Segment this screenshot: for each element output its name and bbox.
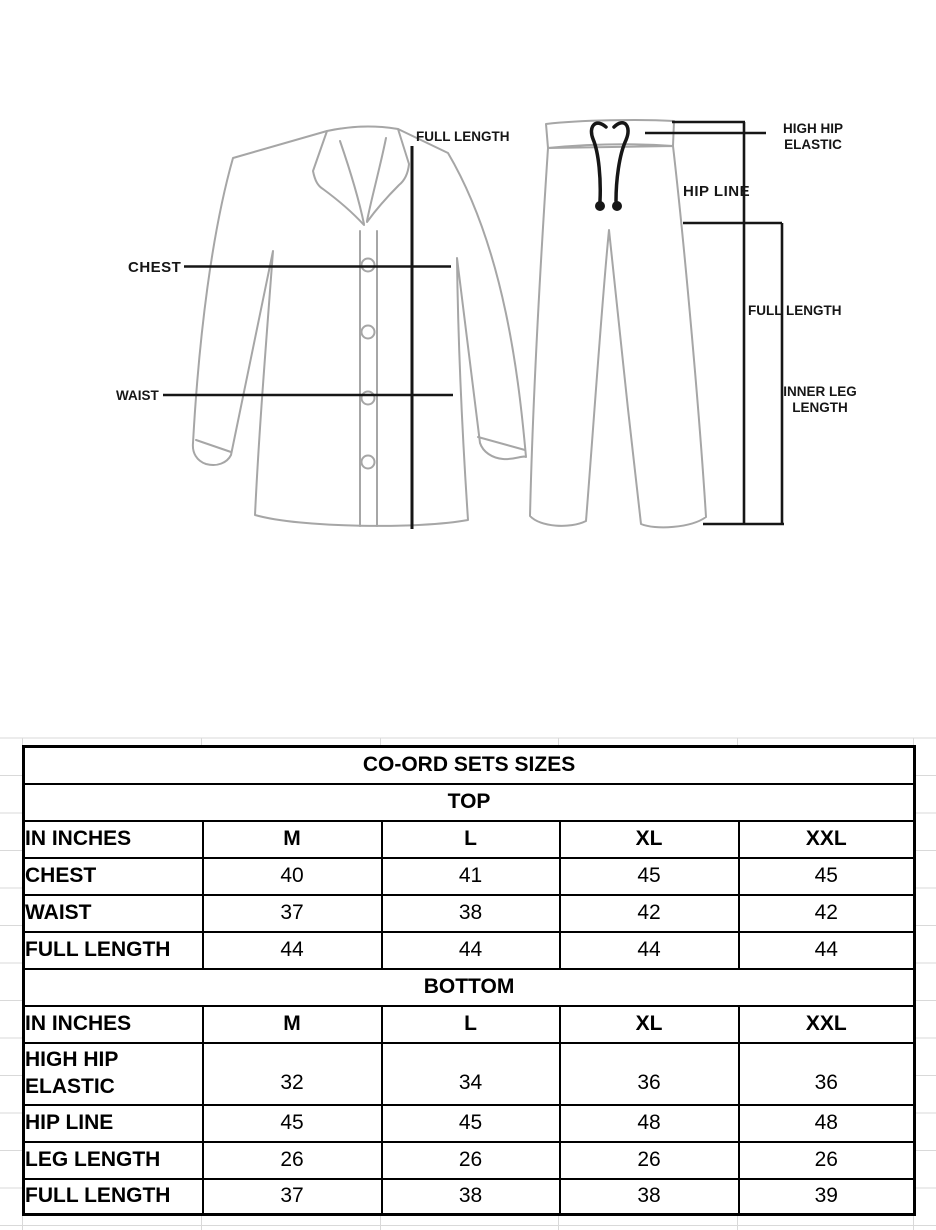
- cell-chest-xxl: 45: [739, 858, 915, 895]
- cell-hip-line-l: 45: [382, 1105, 560, 1142]
- cell-chest-l: 41: [382, 858, 560, 895]
- row-label-waist: WAIST: [24, 895, 203, 932]
- col-header-xl-2: XL: [560, 1006, 739, 1043]
- button-icon: [362, 259, 375, 272]
- cell-leg-length-xxl: 26: [739, 1142, 915, 1179]
- cell-bottom-full-length-xxl: 39: [739, 1179, 915, 1215]
- table-title: CO-ORD SETS SIZES: [24, 747, 915, 784]
- cell-top-full-length-m: 44: [203, 932, 382, 969]
- cell-high-hip-m: 32: [203, 1043, 382, 1105]
- table-row-hip-line: [24, 1105, 915, 1142]
- cell-high-hip-xxl: 36: [739, 1043, 915, 1105]
- cell-waist-l: 38: [382, 895, 560, 932]
- row-label-hip-line: HIP LINE: [24, 1105, 203, 1142]
- col-header-m-2: M: [203, 1006, 382, 1043]
- shirt-illustration: [193, 127, 526, 526]
- row-label-bottom-full-length: FULL LENGTH: [24, 1179, 203, 1215]
- col-header-l: L: [382, 821, 560, 858]
- row-label-top-full-length: FULL LENGTH: [24, 932, 203, 969]
- column-header-row: [24, 821, 915, 858]
- col-header-m: M: [203, 821, 382, 858]
- col-header-in-inches: IN INCHES: [24, 821, 203, 858]
- cell-waist-xl: 42: [560, 895, 739, 932]
- table-row-chest: [24, 858, 915, 895]
- col-header-in-inches-2: IN INCHES: [24, 1006, 203, 1043]
- button-icon: [362, 456, 375, 469]
- button-icon: [362, 392, 375, 405]
- column-header-row-bottom: [24, 1006, 915, 1043]
- pants-full-length-label: FULL LENGTH: [748, 303, 842, 318]
- cell-high-hip-l: 34: [382, 1043, 560, 1105]
- table-row-leg-length: [24, 1142, 915, 1179]
- cell-top-full-length-l: 44: [382, 932, 560, 969]
- cell-high-hip-xl: 36: [560, 1043, 739, 1105]
- shirt-full-length-label: FULL LENGTH: [416, 129, 510, 144]
- cell-leg-length-m: 26: [203, 1142, 382, 1179]
- cell-bottom-full-length-m: 37: [203, 1179, 382, 1215]
- cell-waist-xxl: 42: [739, 895, 915, 932]
- table-row-waist: [24, 895, 915, 932]
- table-row-high-hip-elastic: [24, 1043, 915, 1105]
- inner-leg-length-label-line2: LENGTH: [792, 400, 848, 415]
- inner-leg-length-label-line1: INNER LEG: [783, 384, 857, 399]
- cell-leg-length-xl: 26: [560, 1142, 739, 1179]
- cell-bottom-full-length-l: 38: [382, 1179, 560, 1215]
- col-header-l-2: L: [382, 1006, 560, 1043]
- cell-chest-xl: 45: [560, 858, 739, 895]
- button-icon: [362, 326, 375, 339]
- high-hip-elastic-label-line1: HIGH HIP: [782, 121, 844, 136]
- size-table: [22, 745, 916, 1216]
- table-row-top-full-length: [24, 932, 915, 969]
- col-header-xxl-2: XXL: [739, 1006, 915, 1043]
- table-title-row: [24, 747, 915, 784]
- row-label-chest: CHEST: [24, 858, 203, 895]
- row-label-high-hip-elastic: HIGH HIP ELASTIC: [24, 1043, 203, 1105]
- col-header-xxl: XXL: [739, 821, 915, 858]
- cell-top-full-length-xl: 44: [560, 932, 739, 969]
- drawstring-right-tip: [612, 201, 622, 211]
- cell-chest-m: 40: [203, 858, 382, 895]
- cell-top-full-length-xxl: 44: [739, 932, 915, 969]
- section-header-row-top: [24, 784, 915, 821]
- section-header-row-bottom: [24, 969, 915, 1006]
- cell-leg-length-l: 26: [382, 1142, 560, 1179]
- cell-bottom-full-length-xl: 38: [560, 1179, 739, 1215]
- pants-illustration: [530, 120, 706, 527]
- cell-waist-m: 37: [203, 895, 382, 932]
- chest-label: CHEST: [128, 259, 182, 276]
- row-label-leg-length: LEG LENGTH: [24, 1142, 203, 1179]
- cell-hip-line-xl: 48: [560, 1105, 739, 1142]
- cell-hip-line-xxl: 48: [739, 1105, 915, 1142]
- hip-line-label: HIP LINE: [683, 183, 751, 200]
- section-header-bottom: BOTTOM: [24, 969, 915, 1006]
- col-header-xl: XL: [560, 821, 739, 858]
- section-header-top: TOP: [24, 784, 915, 821]
- waist-label: WAIST: [116, 388, 159, 403]
- drawstring-left-tip: [595, 201, 605, 211]
- high-hip-elastic-label-line2: ELASTIC: [784, 137, 842, 152]
- table-row-bottom-full-length: [24, 1179, 915, 1215]
- cell-hip-line-m: 45: [203, 1105, 382, 1142]
